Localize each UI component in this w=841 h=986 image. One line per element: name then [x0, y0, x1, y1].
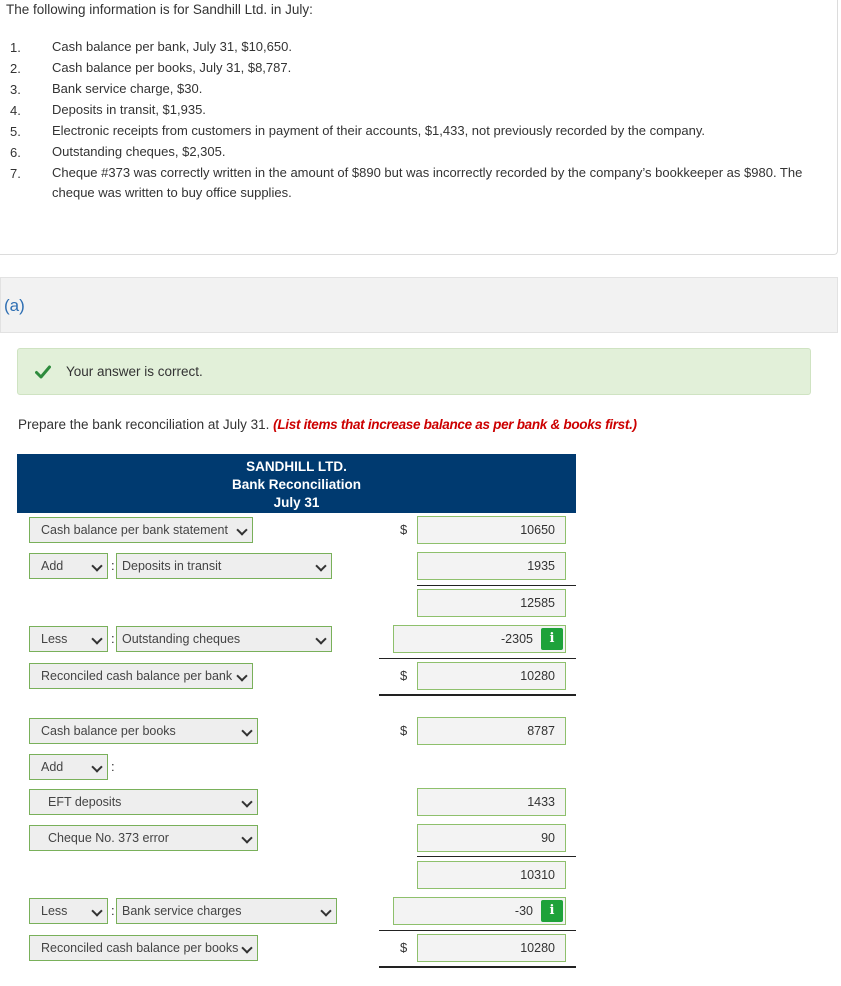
statement-date: July 31 — [273, 495, 320, 510]
item-number: 7. — [10, 166, 21, 181]
item-text: Cash balance per books, July 31, $8,787. — [52, 60, 292, 75]
chevron-down-icon — [315, 633, 326, 644]
books-less-item-select[interactable]: Bank service charges — [116, 898, 337, 924]
checkmark-icon — [35, 365, 51, 379]
colon: : — [111, 558, 115, 573]
chevron-down-icon — [236, 670, 247, 681]
item-number: 2. — [10, 61, 21, 76]
item-text: Outstanding cheques, $2,305. — [52, 144, 226, 159]
instructions-text: Prepare the bank reconciliation at July 31. — [18, 417, 274, 432]
info-icon[interactable]: i — [541, 628, 563, 650]
bank-add-item-select[interactable]: Deposits in transit — [116, 553, 332, 579]
bank-reconciled-select[interactable]: Reconciled cash balance per bank — [29, 663, 253, 689]
bank-add-select[interactable]: Add — [29, 553, 108, 579]
books-less-input[interactable]: -30 — [393, 897, 566, 925]
item-number: 4. — [10, 103, 21, 118]
chevron-down-icon — [241, 725, 252, 736]
bank-less-select[interactable]: Less — [29, 626, 108, 652]
feedback-message: Your answer is correct. — [66, 364, 203, 379]
chevron-down-icon — [91, 761, 102, 772]
bank-subtotal-input[interactable]: 12585 — [417, 589, 566, 617]
books-balance-input[interactable]: 8787 — [417, 717, 566, 745]
chevron-down-icon — [91, 633, 102, 644]
item-text: Deposits in transit, $1,935. — [52, 102, 206, 117]
item-text: Cheque #373 was correctly written in the amount of $890 but was incorrectly recorded by the company’s bookkeeper as $980. The cheque was written to buy office supplies. — [52, 165, 803, 200]
item-number: 5. — [10, 124, 21, 139]
instructions — [18, 417, 637, 432]
bank-balance-select[interactable]: Cash balance per bank statement — [29, 517, 253, 543]
subtotal-rule — [417, 856, 576, 857]
colon: : — [111, 759, 115, 774]
books-add-select[interactable]: Add — [29, 754, 108, 780]
chevron-down-icon — [320, 905, 331, 916]
item-text: Electronic receipts from customers in payment of their accounts, $1,433, not previously recorded by the company. — [52, 123, 705, 138]
bank-balance-input[interactable]: 10650 — [417, 516, 566, 544]
chevron-down-icon — [91, 905, 102, 916]
instructions-emphasis: (List items that increase balance as per bank & books first.) — [273, 417, 637, 432]
reconciliation-header — [17, 454, 576, 513]
books-reconciled-select[interactable]: Reconciled cash balance per books — [29, 935, 258, 961]
colon: : — [111, 631, 115, 646]
bank-add-input[interactable]: 1935 — [417, 552, 566, 580]
books-add-1-input[interactable]: 1433 — [417, 788, 566, 816]
bank-reconciled-input[interactable]: 10280 — [417, 662, 566, 690]
item-number: 6. — [10, 145, 21, 160]
chevron-down-icon — [236, 524, 247, 535]
chevron-down-icon — [91, 560, 102, 571]
question-intro: The following information is for Sandhill Ltd. in July: — [6, 2, 313, 17]
books-reconciled-input[interactable]: 10280 — [417, 934, 566, 962]
chevron-down-icon — [241, 942, 252, 953]
double-underline — [379, 694, 576, 696]
chevron-down-icon — [241, 832, 252, 843]
currency-symbol: $ — [400, 522, 408, 537]
subtotal-rule — [417, 585, 576, 586]
books-add-item-2-select[interactable]: Cheque No. 373 error — [29, 825, 258, 851]
books-less-select[interactable]: Less — [29, 898, 108, 924]
books-add-item-1-select[interactable]: EFT deposits — [29, 789, 258, 815]
item-text: Bank service charge, $30. — [52, 81, 203, 96]
books-subtotal-input[interactable]: 10310 — [417, 861, 566, 889]
item-number: 1. — [10, 40, 21, 55]
item-text: Cash balance per bank, July 31, $10,650. — [52, 39, 292, 54]
books-balance-select[interactable]: Cash balance per books — [29, 718, 258, 744]
books-add-2-input[interactable]: 90 — [417, 824, 566, 852]
total-rule — [379, 930, 576, 931]
currency-symbol: $ — [400, 940, 408, 955]
info-icon[interactable]: i — [541, 900, 563, 922]
item-number: 3. — [10, 82, 21, 97]
part-header — [0, 277, 838, 333]
currency-symbol: $ — [400, 668, 408, 683]
currency-symbol: $ — [400, 723, 408, 738]
statement-title: Bank Reconciliation — [231, 477, 362, 492]
part-label: (a) — [4, 296, 25, 315]
chevron-down-icon — [315, 560, 326, 571]
colon: : — [111, 903, 115, 918]
chevron-down-icon — [241, 796, 252, 807]
bank-less-item-select[interactable]: Outstanding cheques — [116, 626, 332, 652]
total-rule — [379, 658, 576, 659]
double-underline — [379, 966, 576, 968]
bank-less-input[interactable]: -2305 — [393, 625, 566, 653]
company-name: SANDHILL LTD. — [246, 459, 347, 474]
